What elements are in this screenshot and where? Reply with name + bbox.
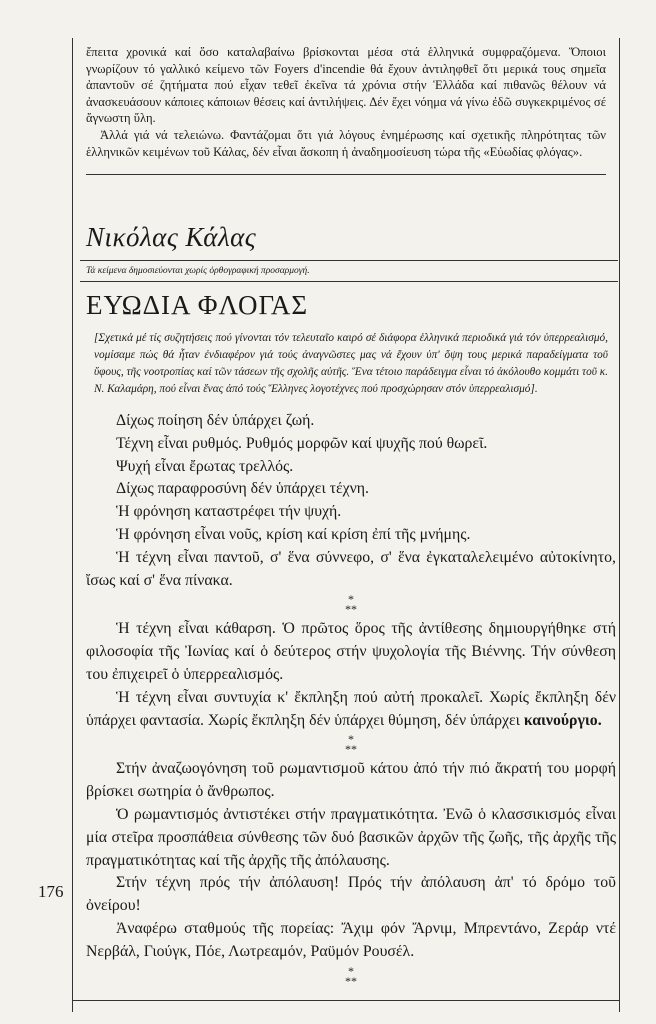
- poem-line: Ἡ τέχνη εἶναι κάθαρση. Ὁ πρῶτος ὅρος τῆς ἀντίθεσης δημιουργήθηκε στή φιλοσοφία τῆς Ἰωνίας καί ὁ δεύτερος στήν ψυχολογία τῆς Βιέννης. Τήν σύνθεση του ἐπιχειρεῖ ὁ ὑπερρεαλισμός.: [86, 620, 616, 683]
- poem-line: Ἡ φρόνηση εἶναι νοῦς, κρίση καί κρίση ἐπί τῆς μνήμης.: [116, 525, 471, 543]
- article-title: ΕΥΩΔΙΑ ΦΛΟΓΑΣ: [86, 290, 309, 320]
- poem-line: Δίχως παραφροσύνη δέν ὑπάρχει τέχνη.: [116, 480, 369, 498]
- separator-star: *: [348, 963, 354, 978]
- separator-stars: **: [345, 742, 357, 757]
- bottom-rule: [72, 1000, 620, 1001]
- poem-line: [86, 687, 616, 733]
- poem-line: Ἀναφέρω σταθμούς τῆς πορείας: Ἄχιμ φόν Ἄρνιμ, Μπρεντάνο, Ζεράρ ντέ Νερβάλ, Γιούγκ, Πόε, Λωτρεαμόν, Ραϋμόν Ρουσέλ.: [86, 919, 616, 960]
- poem-line: Ψυχή εἶναι ἔρωτας τρελλός.: [116, 457, 294, 475]
- separator-star: *: [348, 732, 354, 747]
- page-number: 176: [38, 882, 64, 901]
- separator-stars: **: [345, 602, 357, 617]
- editor-note: [Σχετικά μέ τίς συζητήσεις πού γίνονται τόν τελευταῖο καιρό σέ διάφορα ἑλληνικά περιοδικά γιά τόν ὑπερρεαλισμό, νομίσαμε πώς θά ἦταν ἐνδιαφέρον γιά τούς ἀναγνῶστες μας νά ἔχουν ὑπ' ὄψη τους μερικά παραδείγματα τοῦ ὕφους, τῆς νοοτροπίας καί τῶν τάσεων τῆς σχολῆς αὐτῆς. Ἕνα τέτοιο παράδειγμα εἶναι τό ἀκόλουθο κομμάτι τοῦ κ. Ν. Καλαμάρη, πού εἶναι ἕνας ἀπό τούς Ἕλληνες λογοτέχνες πού προσχώρησαν στόν ὑπερρεαλισμό].: [94, 332, 608, 395]
- poem-line: Στήν ἀναζωογόνηση τοῦ ρωμαντισμοῦ κάτου ἀπό τήν πιό ἄκρατή του μορφή βρίσκει σωτηρία ὁ ἄνθρωπος.: [86, 760, 616, 801]
- author-name: Νικόλας Κάλας: [86, 222, 257, 252]
- poem-line: Στήν τέχνη πρός τήν ἀπόλαυση! Πρός τήν ἀπόλαυση ἀπ' τό δρόμο τοῦ ὀνείρου!: [86, 874, 616, 915]
- poem-line: Δίχως ποίηση δέν ὑπάρχει ζωή.: [116, 412, 315, 429]
- poem-body: [86, 410, 616, 990]
- section-separator: [86, 963, 616, 988]
- section-separator: [86, 732, 616, 757]
- section-separator: [86, 592, 616, 617]
- orthography-note: Τά κείμενα δημοσιεύονται χωρίς ὀρθογραφική προσαρμογή.: [80, 260, 618, 282]
- poem-line: Ὁ ρωμαντισμός ἀντιστέκει στήν πραγματικότητα. Ἐνῶ ὁ κλασσικισμός εἶναι μία στεῖρα προσπάθεια σύνθεσης τῶν δυό βασικῶν ἀρχῶν τῆς ζωῆς, τῆς ἀρχῆς τῆς πραγματικότητας καί τῆς ἀρχῆς τῆς ἀπόλαυσης.: [86, 805, 616, 869]
- intro-paragraph: ἔπειτα χρονικά καί ὅσο καταλαβαίνω βρίσκονται μέσα στά ἑλληνικά συμφραζόμενα. Ὅποιοι γνωρίζουν τό γαλλικό κείμενο τῶν Foyers d'incendie θά ἔχουν ἀντιληφθεῖ ὅτι μερικά τους σημεῖα ἀπαντοῦν σέ ζητήματα πού εἶχαν τεθεῖ ἐκεῖνα τά χρόνια στήν Ἑλλάδα καί πιθανῶς θέλουν νά ἀνασκευάσουν κάποιες κάποιων θέσεις καί ἀντιλήψεις. Δέν ἔχει νόημα νά γίνω ἐδῶ συγκεκριμένος σέ ἄγνωστη ὕλη.: [86, 45, 606, 126]
- poem-line: Ἡ φρόνηση καταστρέφει τήν ψυχή.: [116, 503, 342, 521]
- poem-text: Ἡ τέχνη εἶναι συντυχία κ' ἔκπληξη πού αὐτή προκαλεῖ. Χωρίς ἔκπληξη δέν ὑπάρχει φαντασία. Χωρίς ἔκπληξη δέν ὑπάρχει θύμηση, δέν ὑπάρχει: [86, 688, 616, 729]
- separator-stars: **: [345, 973, 357, 988]
- intro-paragraph: Ἀλλά γιά νά τελειώνω. Φαντάζομαι ὅτι γιά λόγους ἐνημέρωσης καί σχετικῆς πληρότητας τῶν ἑλληνικῶν κειμένων τοῦ Κάλας, δέν εἶναι ἄσκοπη ἡ ἀναδημοσίευση τώρα τῆς «Εὐωδίας φλόγας».: [86, 127, 606, 159]
- poem-line: Τέχνη εἶναι ρυθμός. Ρυθμός μορφῶν καί ψυχῆς πού θωρεῖ.: [116, 434, 488, 452]
- intro-text: [86, 44, 606, 175]
- separator-star: *: [348, 592, 354, 607]
- poem-line: Ἡ τέχνη εἶναι παντοῦ, σ' ἕνα σύννεφο, σ' ἕνα ἐγκαταλελειμένο αὐτοκίνητο, ἴσως καί σ' ἕνα πίνακα.: [86, 548, 616, 589]
- poem-bold-word: καινούργιο.: [523, 711, 602, 729]
